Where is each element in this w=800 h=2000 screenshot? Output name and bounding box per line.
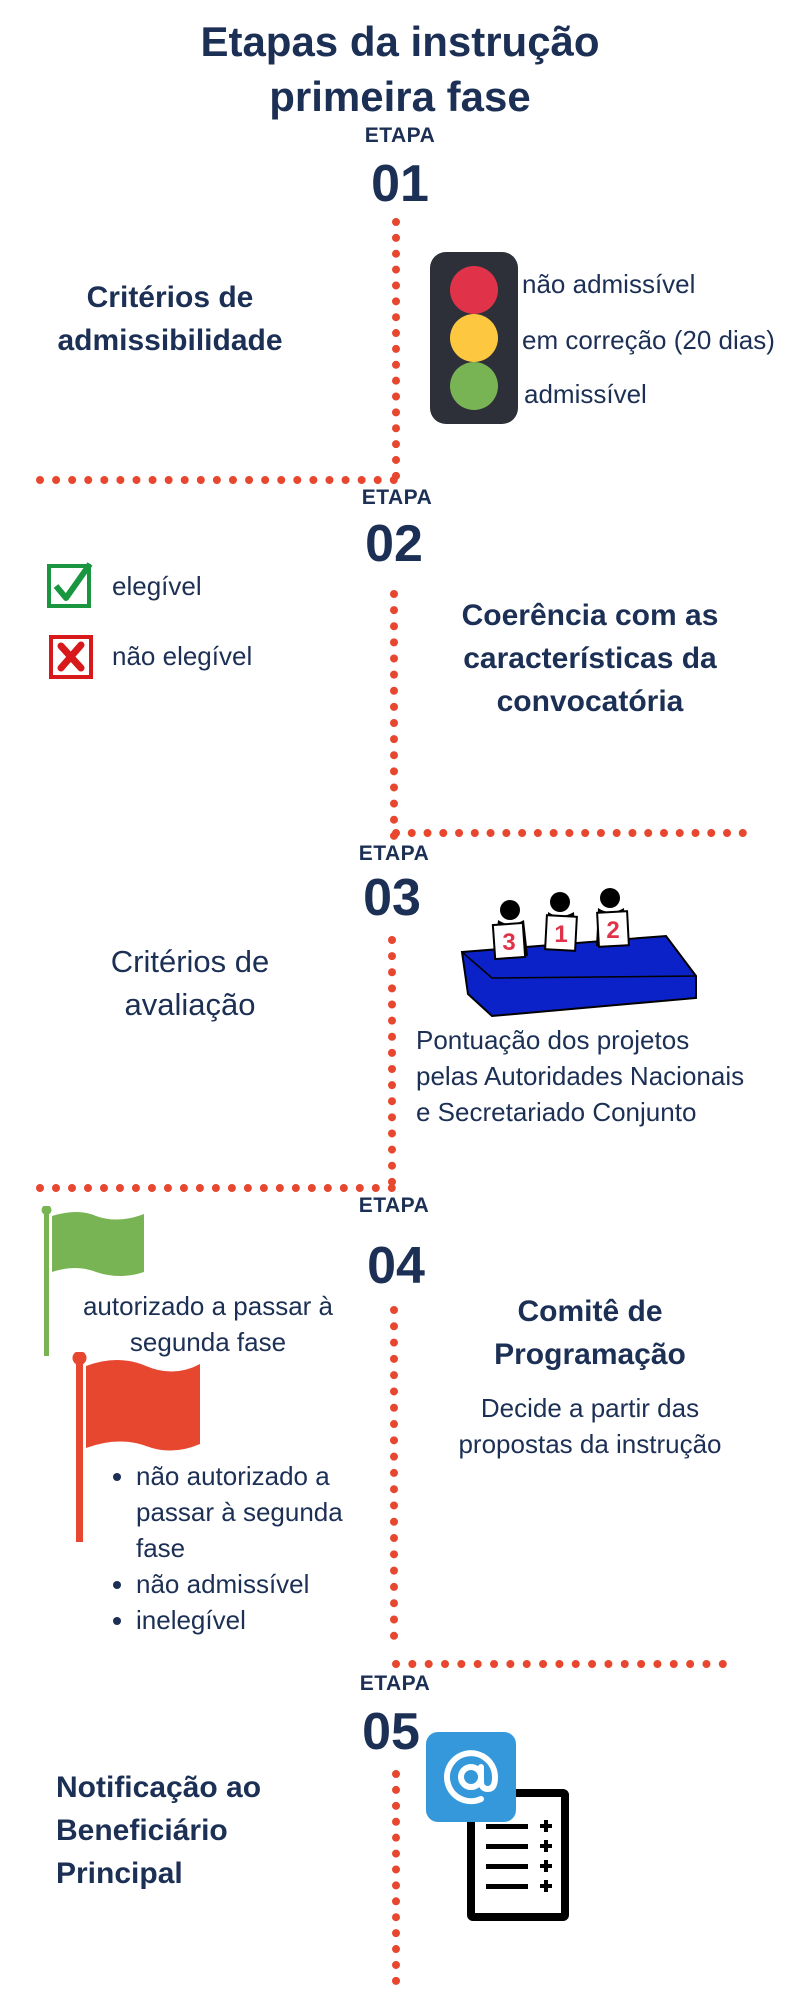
stage-4-number: 04 (367, 1237, 425, 1295)
stage-2-divider (392, 829, 747, 837)
red-flag-list (108, 1458, 368, 1638)
stage-2-label: ETAPA (361, 486, 433, 509)
stage-5-heading: Notificação ao Beneficiário Principal (56, 1771, 262, 1890)
stage-4-label: ETAPA (358, 1194, 430, 1217)
stage-4-description: Decide a partir das propostas da instrução (458, 1393, 722, 1459)
legend-not-eligible: não elegível (112, 641, 253, 671)
stage-2-number: 02 (365, 515, 423, 573)
green-light-icon (450, 362, 498, 410)
legend-admissible: admissível (524, 379, 647, 409)
stage-5-timeline (392, 1770, 400, 1985)
list-item: • não admissível (136, 1566, 368, 1602)
stage-1-label: ETAPA (364, 124, 436, 147)
score-card-2 (545, 915, 577, 951)
stage-5-number: 05 (362, 1703, 420, 1761)
stage-3-heading: Critérios de avaliação (110, 944, 270, 1022)
stage-4-timeline (390, 1306, 398, 1640)
checkbox-check-icon (46, 562, 94, 610)
red-light-icon (450, 266, 498, 314)
email-at-icon (426, 1732, 516, 1822)
page-title (0, 14, 800, 124)
stage-1-timeline (392, 218, 400, 480)
title-line-1: Etapas da instrução (200, 18, 600, 65)
jury-panel-icon (458, 886, 702, 1026)
stage-1-number: 01 (371, 155, 429, 213)
stage-3-description: Pontuação dos projetos pelas Autoridades Nacionais e Secretariado Conjunto (416, 1025, 745, 1127)
stage-3-label: ETAPA (358, 842, 430, 865)
list-item: • inelegível (136, 1602, 368, 1638)
score-card-1 (493, 923, 525, 959)
stage-1-divider (36, 476, 398, 484)
stage-2-heading: Coerência com as características da convocatória (461, 599, 719, 718)
stage-4-divider (392, 1660, 727, 1668)
svg-text:3: 3 (502, 929, 516, 956)
legend-in-correction: em correção (20 dias) (522, 325, 775, 355)
svg-text:2: 2 (606, 917, 620, 944)
stage-2-timeline (390, 590, 398, 840)
checkbox-cross-icon (48, 634, 94, 680)
svg-text:1: 1 (554, 921, 568, 948)
at-sign-icon (441, 1747, 501, 1807)
legend-not-admissible: não admissível (522, 269, 696, 299)
stage-4-heading: Comitê de Programação (494, 1295, 686, 1371)
stage-3-number: 03 (363, 869, 421, 927)
traffic-light-icon (430, 252, 518, 424)
stage-3-divider (36, 1184, 396, 1192)
legend-eligible: elegível (112, 571, 202, 601)
list-item: • não autorizado a passar à segunda fase (136, 1458, 368, 1566)
score-card-3 (597, 911, 629, 947)
title-line-2: primeira fase (269, 73, 531, 120)
stage-1-heading: Critérios de admissibilidade (57, 281, 283, 357)
stage-3-timeline (388, 936, 396, 1186)
stage-5-label: ETAPA (359, 1672, 431, 1695)
yellow-light-icon (450, 314, 498, 362)
green-flag-text: autorizado a passar à segunda fase (82, 1291, 334, 1357)
